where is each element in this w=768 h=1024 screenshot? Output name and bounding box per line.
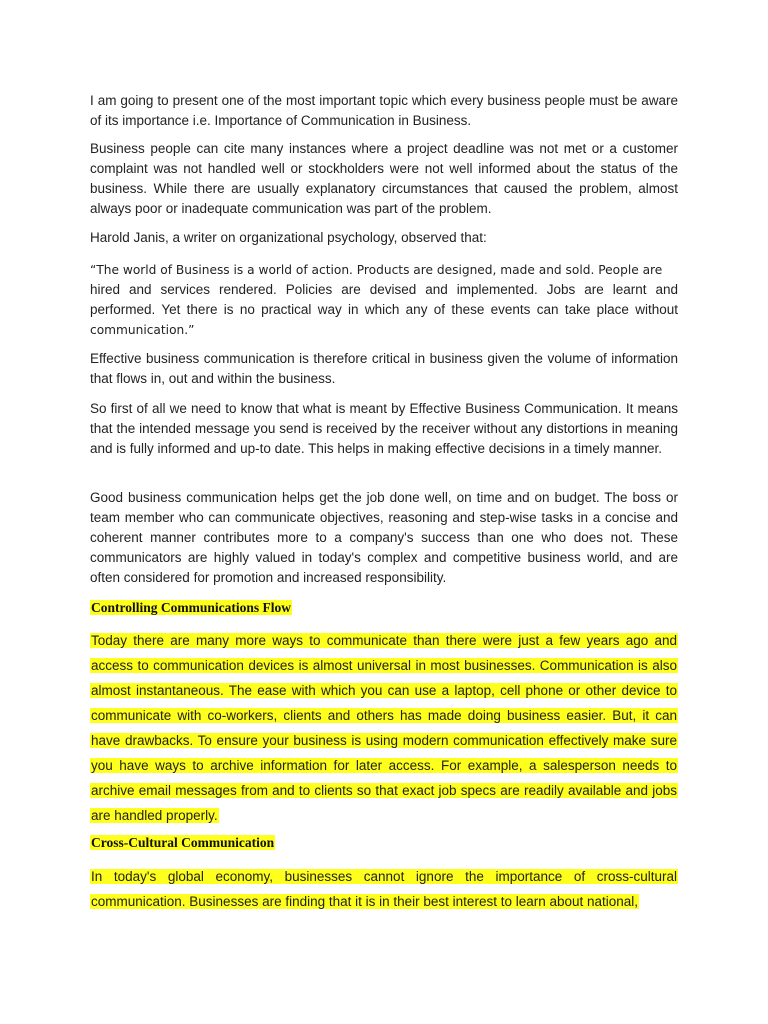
problems-paragraph: Business people can cite many instances where a project deadline was not met or a customer complaint was not handled well or stockholders were not well informed about the status of the business. While there are usually explanatory circumstances that caused the problem, almost always poor or inadequate communication was part of the problem. (90, 141, 678, 216)
cross-cultural-text: In today's global economy, businesses cannot ignore the importance of cross-cultural communication. Businesses are finding that it is in their best interest to learn about national, (91, 869, 677, 909)
controlling-flow-paragraph (90, 628, 678, 828)
good-communication-paragraph: Good business communication helps get the job done well, on time and on budget. The boss or team member who can communicate objectives, reasoning and step-wise tasks in a concise and coherent manner contributes more to a company's success than one who does not. These communicators are highly valued in today's complex and competitive business world, and are often considered for promotion and increased responsibility. (90, 490, 678, 585)
definition-paragraph: So first of all we need to know that what is meant by Effective Business Communication. It means that the intended message you send is received by the receiver without any distortions in meaning and is fully informed and up-to date. This helps in making effective decisions in a timely manner. (90, 401, 678, 456)
janis-quote (90, 260, 678, 340)
intro-paragraph: I am going to present one of the most important topic which every business people must be aware of its importance i.e. Importance of Communication in Business. (90, 93, 678, 128)
controlling-flow-text: Today there are many more ways to communicate than there were just a few years ago and access to communication devices is almost universal in most businesses. Communication is also almost instantaneous. The ease with which you can use a laptop, cell phone or other device to communicate with co-workers, clients and others has made doing business easier. But, it can have drawbacks. To ensure your business is using modern communication effectively make sure you have ways to archive information for later access. For example, a salesperson needs to archive email messages from and to clients so that exact job specs are readily available and jobs are handled properly. (91, 633, 677, 823)
heading-controlling-flow (90, 598, 292, 618)
quote-first-line: “The world of Business is a world of action. Products are designed, made and sold. People are (90, 263, 663, 277)
quote-body: hired and services rendered. Policies are devised and implemented. Jobs are learnt and performed. Yet there is no practical way in which any of these events can take place without (90, 282, 678, 317)
cross-cultural-paragraph (90, 864, 678, 914)
heading-controlling-flow-text: Controlling Communications Flow (91, 600, 292, 615)
janis-intro-paragraph: Harold Janis, a writer on organizational psychology, observed that: (90, 230, 487, 245)
heading-cross-cultural (90, 833, 275, 853)
heading-cross-cultural-text: Cross-Cultural Communication (91, 835, 275, 850)
effective-paragraph: Effective business communication is therefore critical in business given the volume of information that flows in, out and within the business. (90, 351, 678, 386)
quote-last-line: communication.” (90, 323, 195, 337)
